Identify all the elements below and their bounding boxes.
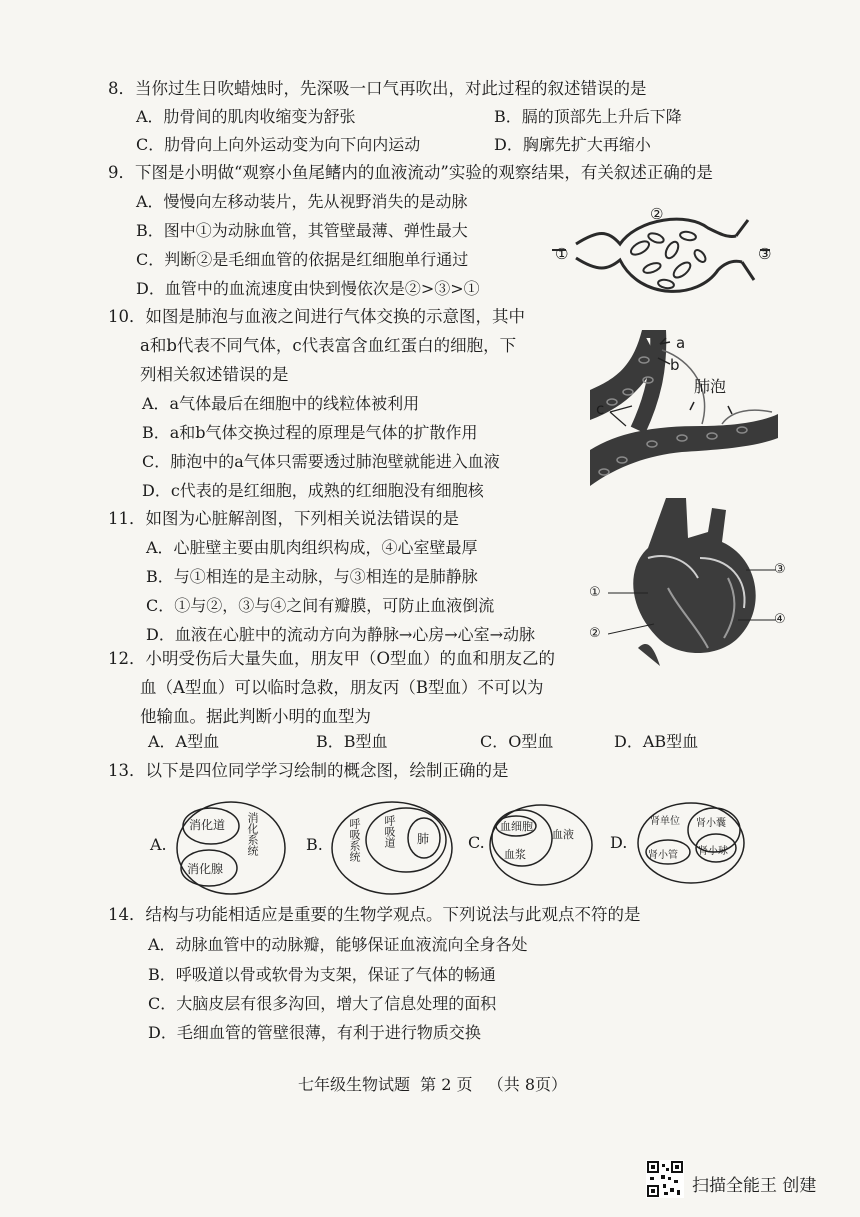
q13-a-inner2: 消化腺	[187, 862, 224, 876]
q13-option-c-letter: C.	[468, 833, 485, 852]
q13-b-inner: 肺	[417, 832, 430, 846]
q10-label-b: b	[670, 356, 680, 374]
q13-option-a-letter: A.	[150, 835, 167, 854]
q13-b-mid: 呼吸道	[383, 815, 396, 848]
q14-option-a: A．动脉血管中的动脉瓣，能够保证血液流向全身各处	[148, 935, 528, 954]
q11-stem: 11．如图为心脏解剖图，下列相关说法错误的是	[108, 509, 459, 528]
q14-option-d: D．毛细血管的管壁很薄，有利于进行物质交换	[148, 1023, 481, 1042]
q13-a-inner1: 消化道	[189, 818, 226, 832]
q11-label-2: ②	[589, 626, 601, 641]
q11-option-a: A．心脏壁主要由肌肉组织构成，④心室壁最厚	[146, 538, 478, 557]
q13-a-outer: 消化系统	[246, 812, 259, 856]
q10-stem-line2: a和b代表不同气体，c代表富含血红蛋白的细胞，下	[140, 336, 517, 355]
q12-option-a: A．A型血	[148, 732, 220, 751]
q11-option-c: C．①与②，③与④之间有瓣膜，可防止血液倒流	[146, 596, 495, 615]
q12-option-b: B．B型血	[316, 732, 388, 751]
q12-option-d: D．AB型血	[614, 732, 699, 751]
q13-stem: 13．以下是四位同学学习绘制的概念图，绘制正确的是	[108, 761, 509, 780]
q9-option-b: B．图中①为动脉血管，其管壁最薄、弹性最大	[136, 221, 468, 240]
q9-option-d: D．血管中的血流速度由快到慢依次是②>③>①	[136, 279, 480, 298]
q9-label-1: ①	[555, 245, 569, 263]
capillary-figure	[548, 200, 780, 310]
q14-option-b: B．呼吸道以骨或软骨为支架，保证了气体的畅通	[148, 965, 496, 984]
q10-option-d: D．c代表的是红细胞，成熟的红细胞没有细胞核	[142, 481, 484, 500]
q13-d-t1: 肾小囊	[696, 818, 726, 829]
q8-option-d: D．胸廓先扩大再缩小	[494, 135, 651, 154]
q13-c-diagram	[488, 802, 594, 888]
q12-option-c: C．O型血	[480, 732, 554, 751]
q11-option-d: D．血液在心脏中的流动方向为静脉→心房→心室→动脉	[146, 625, 536, 644]
q8-option-c: C．肋骨向上向外运动变为向下向内运动	[136, 135, 421, 154]
q10-label-a: a	[676, 334, 686, 352]
q13-c-inner: 血细胞	[500, 820, 533, 833]
q10-label-alveolus: 肺泡	[694, 377, 727, 396]
q8-option-b: B．膈的顶部先上升后下降	[494, 107, 682, 126]
q10-option-c: C．肺泡中的a气体只需要透过肺泡壁就能进入血液	[142, 452, 500, 471]
q13-option-b-letter: B.	[306, 835, 323, 854]
q9-label-2: ②	[650, 205, 664, 223]
q10-stem-line1: 10．如图是肺泡与血液之间进行气体交换的示意图，其中	[108, 307, 525, 326]
q9-option-a: A．慢慢向左移动装片，先从视野消失的是动脉	[136, 192, 468, 211]
q13-c-mid: 血浆	[504, 848, 526, 861]
q13-a-diagram	[175, 800, 287, 896]
q9-label-3: ③	[758, 245, 772, 263]
q8-option-a: A．肋骨间的肌肉收缩变为舒张	[136, 107, 356, 126]
q10-label-c: c	[596, 400, 605, 418]
q14-stem: 14．结构与功能相适应是重要的生物学观点。下列说法与此观点不符的是	[108, 905, 641, 924]
q13-b-outer: 呼吸系统	[348, 818, 361, 862]
q10-option-b: B．a和b气体交换过程的原理是气体的扩散作用	[142, 423, 478, 442]
heart-figure	[608, 498, 778, 668]
q13-d-outer: 肾单位	[650, 816, 680, 827]
q11-label-1: ①	[589, 585, 601, 600]
q8-stem: 8．当你过生日吹蜡烛时，先深吸一口气再吹出，对此过程的叙述错误的是	[108, 79, 647, 98]
q13-d-t2: 肾小管	[648, 850, 678, 861]
q11-option-b: B．与①相连的是主动脉，与③相连的是肺静脉	[146, 567, 478, 586]
q12-stem-line1: 12．小明受伤后大量失血，朋友甲（O型血）的血和朋友乙的	[108, 649, 556, 668]
alveolus-figure	[582, 330, 778, 490]
page-footer: 七年级生物试题 第 2 页 （共 8页）	[298, 1075, 568, 1094]
q11-label-4: ④	[774, 612, 786, 627]
watermark-text: 扫描全能王 创建	[692, 1176, 817, 1196]
qr-code-icon	[646, 1160, 684, 1198]
q9-stem: 9．下图是小明做“观察小鱼尾鳍内的血液流动”实验的观察结果，有关叙述正确的是	[108, 163, 713, 182]
q10-option-a: A．a气体最后在细胞中的线粒体被利用	[142, 394, 420, 413]
q10-stem-line3: 列相关叙述错误的是	[140, 365, 289, 384]
q12-stem-line2: 血（A型血）可以临时急救，朋友丙（B型血）不可以为	[140, 678, 544, 697]
q9-option-c: C．判断②是毛细血管的依据是红细胞单行通过	[136, 250, 469, 269]
q11-label-3: ③	[774, 562, 786, 577]
q12-stem-line3: 他输血。据此判断小明的血型为	[140, 707, 371, 726]
q13-c-outer: 血液	[552, 828, 574, 841]
q14-option-c: C．大脑皮层有很多沟回，增大了信息处理的面积	[148, 994, 497, 1013]
q13-d-t3: 肾小球	[698, 846, 728, 857]
q13-option-d-letter: D.	[610, 833, 628, 852]
